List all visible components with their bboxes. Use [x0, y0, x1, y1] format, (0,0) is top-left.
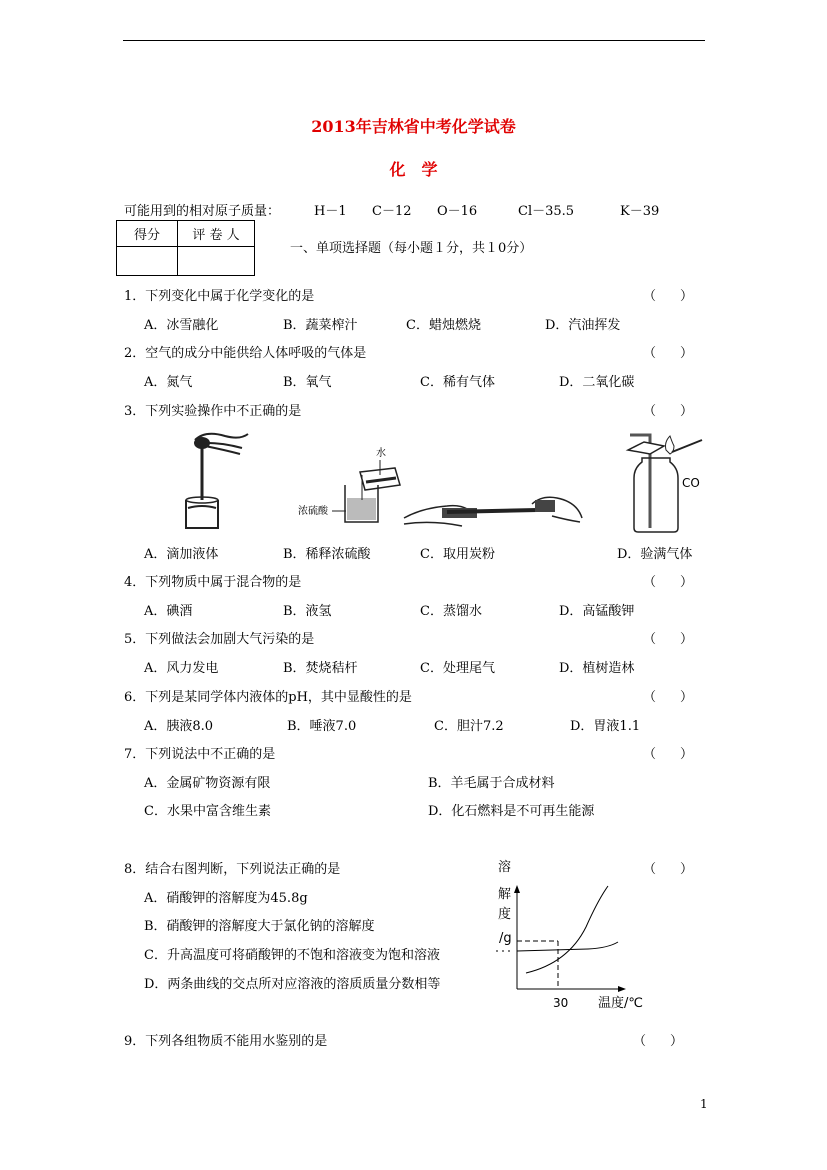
q4-option-a[interactable]: A．碘酒 [144, 604, 193, 619]
q5-option-a[interactable]: A．风力发电 [144, 661, 219, 676]
q6-option-b[interactable]: B．唾液7.0 [287, 719, 357, 734]
q6-option-d[interactable]: D．胃液1.1 [570, 719, 641, 734]
question-8-stem: 8．结合右图判断，下列说法正确的是 [124, 862, 341, 877]
ylabel-char-4: /g [499, 931, 512, 946]
question-1-stem: 1．下列变化中属于化学变化的是 [124, 289, 315, 304]
answer-paren-right: ） [670, 1034, 684, 1049]
acid-label: 浓硫酸 [298, 506, 328, 517]
q4-option-d[interactable]: D．高锰酸钾 [559, 604, 635, 619]
q2-option-b[interactable]: B．氧气 [283, 375, 332, 390]
q2-option-c[interactable]: C．稀有气体 [420, 375, 495, 390]
q2-option-a[interactable]: A．氮气 [144, 375, 193, 390]
question-6-stem: 6．下列是某同学体内液体的pH，其中显酸性的是 [124, 690, 412, 705]
question-5-stem: 5．下列做法会加剧大气污染的是 [124, 632, 315, 647]
answer-paren-right: ） [680, 289, 694, 304]
answer-paren-left: （ [643, 747, 657, 762]
answer-paren-right: ） [680, 747, 694, 762]
q7-option-d[interactable]: D．化石燃料是不可再生能源 [428, 804, 595, 819]
question-7-stem: 7．下列说法中不正确的是 [124, 747, 276, 762]
gas-test-figure [622, 420, 712, 535]
atomic-mass-k: K－39 [620, 204, 660, 219]
q3-option-b[interactable]: B．稀释浓硫酸 [283, 547, 371, 562]
q7-option-a[interactable]: A．金属矿物资源有限 [144, 776, 271, 791]
q5-option-b[interactable]: B．焚烧秸杆 [283, 661, 358, 676]
solubility-curve-figure [488, 855, 658, 1015]
q3-option-d[interactable]: D．验满气体 [617, 547, 693, 562]
answer-paren-left: （ [633, 1034, 647, 1049]
answer-paren-left: （ [643, 289, 657, 304]
q3-option-c[interactable]: C．取用炭粉 [420, 547, 495, 562]
answer-paren-left: （ [643, 862, 657, 877]
q4-option-c[interactable]: C．蒸馏水 [420, 604, 482, 619]
score-table [116, 220, 255, 276]
q6-option-a[interactable]: A．胰液8.0 [144, 719, 214, 734]
q2-option-d[interactable]: D．二氧化碳 [559, 375, 635, 390]
score-header: 得分 [117, 221, 178, 247]
answer-paren-left: （ [643, 575, 657, 590]
q7-option-b[interactable]: B．羊毛属于合成材料 [428, 776, 555, 791]
answer-paren-right: ） [680, 690, 694, 705]
q1-option-d[interactable]: D．汽油挥发 [545, 318, 621, 333]
grader-header: 评 卷 人 [178, 221, 255, 247]
atomic-mass-o: O－16 [437, 204, 478, 219]
answer-paren-right: ） [680, 575, 694, 590]
atomic-mass-label: 可能用到的相对原子质量： [124, 204, 281, 219]
page-number: 1 [700, 1097, 708, 1111]
answer-paren-right: ） [680, 632, 694, 647]
powder-figure [402, 490, 587, 535]
ylabel-char-2: 解 [498, 887, 512, 902]
answer-paren-right: ） [680, 346, 694, 361]
score-cell[interactable] [117, 247, 178, 276]
subject-title: 化 学 [389, 160, 438, 179]
answer-paren-left: （ [643, 404, 657, 419]
atomic-mass-c: C－12 [372, 204, 412, 219]
question-2-stem: 2．空气的成分中能供给人体呼吸的气体是 [124, 346, 367, 361]
answer-paren-right: ） [680, 404, 694, 419]
question-3-stem: 3．下列实验操作中不正确的是 [124, 404, 302, 419]
x-axis-label: 温度/℃ [598, 996, 643, 1011]
q8-option-c[interactable]: C．升高温度可将硝酸钾的不饱和溶液变为饱和溶液 [144, 948, 440, 963]
section-title: 一、单项选择题（每小题１分，共１0分） [290, 241, 533, 256]
ylabel-char-1: 溶 [498, 860, 512, 875]
question-4-stem: 4．下列物质中属于混合物的是 [124, 575, 302, 590]
dilute-acid-figure [290, 440, 420, 530]
ylabel-char-3: 度 [498, 907, 512, 922]
question-9-stem: 9．下列各组物质不能用水鉴别的是 [124, 1034, 328, 1049]
exam-title: 2013年吉林省中考化学试卷 [311, 117, 516, 136]
water-label: 水 [376, 448, 386, 459]
atomic-mass-cl: Cl－35.5 [518, 204, 575, 219]
dropper-figure [170, 428, 260, 533]
q1-option-a[interactable]: A．冰雪融化 [144, 318, 219, 333]
kno3-curve [526, 886, 608, 973]
q4-option-b[interactable]: B．液氢 [283, 604, 332, 619]
header-rule [123, 40, 705, 41]
gas-label: CO [682, 476, 700, 490]
q7-option-c[interactable]: C．水果中富含维生素 [144, 804, 271, 819]
q1-option-c[interactable]: C．蜡烛燃烧 [406, 318, 481, 333]
q6-option-c[interactable]: C．胆汁7.2 [434, 719, 504, 734]
answer-paren-left: （ [643, 632, 657, 647]
q3-option-a[interactable]: A．滴加液体 [144, 547, 219, 562]
atomic-mass-h: H－1 [314, 204, 347, 219]
y-axis-arrow [514, 885, 520, 893]
q1-option-b[interactable]: B．蔬菜榨汁 [283, 318, 358, 333]
answer-paren-right: ） [680, 862, 694, 877]
nacl-curve [517, 942, 618, 951]
q8-option-d[interactable]: D．两条曲线的交点所对应溶液的溶质质量分数相等 [144, 977, 441, 992]
q8-option-a[interactable]: A．硝酸钾的溶解度为45.8g [144, 891, 308, 906]
answer-paren-left: （ [643, 690, 657, 705]
x-axis-arrow [618, 986, 626, 992]
answer-paren-left: （ [643, 346, 657, 361]
x-tick-30: 30 [553, 996, 569, 1010]
grader-cell[interactable] [178, 247, 255, 276]
q8-option-b[interactable]: B．硝酸钾的溶解度大于氯化钠的溶解度 [144, 919, 375, 934]
q5-option-c[interactable]: C．处理尾气 [420, 661, 495, 676]
q5-option-d[interactable]: D．植树造林 [559, 661, 635, 676]
